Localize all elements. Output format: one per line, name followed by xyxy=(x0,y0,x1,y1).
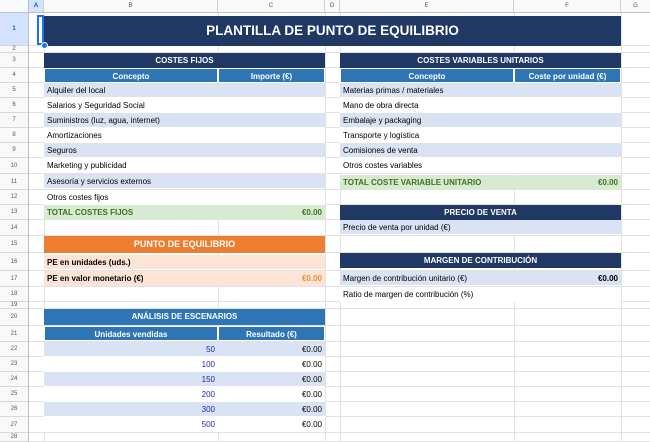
fixed-cost-amount[interactable] xyxy=(218,83,325,98)
scenario-result[interactable]: €0.00 xyxy=(218,387,325,402)
row-header-22[interactable]: 22 xyxy=(0,342,28,357)
scenario-units[interactable]: 100 xyxy=(44,357,218,372)
column-header-c[interactable]: C xyxy=(218,0,325,12)
row-header-17[interactable]: 17 xyxy=(0,271,28,287)
variable-cost-amount[interactable] xyxy=(514,83,621,98)
row-header-bar xyxy=(0,13,29,442)
fixed-costs-col-amount[interactable]: Importe (€) xyxy=(218,68,325,83)
row-header-28[interactable]: 28 xyxy=(0,433,28,442)
fixed-cost-label[interactable]: Alquiler del local xyxy=(44,83,218,98)
scenario-units[interactable]: 500 xyxy=(44,417,218,432)
fixed-cost-amount[interactable] xyxy=(218,143,325,158)
scenario-units[interactable]: 200 xyxy=(44,387,218,402)
margin-ratio-value[interactable] xyxy=(514,287,621,302)
gridline xyxy=(621,13,622,442)
row-header-27[interactable]: 27 xyxy=(0,417,28,433)
variable-costs-col-amount[interactable]: Coste por unidad (€) xyxy=(514,68,621,83)
fixed-costs-total-value[interactable]: €0.00 xyxy=(218,205,325,220)
scenarios-col-units[interactable]: Unidades vendidas xyxy=(44,326,218,341)
margin-unit-label[interactable]: Margen de contribución unitario (€) xyxy=(340,271,514,286)
margin-unit-value[interactable]: €0.00 xyxy=(514,271,621,286)
column-header-g[interactable]: G xyxy=(633,3,638,9)
row-header-1[interactable]: 1 xyxy=(0,13,28,46)
fixed-cost-label[interactable]: Otros costes fijos xyxy=(44,190,218,205)
row-header-3[interactable]: 3 xyxy=(0,53,28,68)
scenarios-col-result[interactable]: Resultado (€) xyxy=(218,326,325,341)
margin-ratio-label[interactable]: Ratio de margen de contribución (%) xyxy=(340,287,514,302)
scenario-result[interactable]: €0.00 xyxy=(218,342,325,357)
fixed-cost-amount[interactable] xyxy=(218,158,325,173)
breakeven-money-label[interactable]: PE en valor monetario (€) xyxy=(44,271,218,286)
fixed-cost-label[interactable]: Marketing y publicidad xyxy=(44,158,218,173)
active-cell-cursor xyxy=(37,15,44,45)
scenario-result[interactable]: €0.00 xyxy=(218,417,325,432)
fixed-cost-label[interactable]: Suministros (luz, agua, internet) xyxy=(44,113,218,128)
fixed-cost-amount[interactable] xyxy=(218,128,325,143)
scenario-result[interactable]: €0.00 xyxy=(218,357,325,372)
row-header-10[interactable]: 10 xyxy=(0,158,28,174)
breakeven-header[interactable]: PUNTO DE EQUILIBRIO xyxy=(44,236,325,253)
fixed-cost-label[interactable]: Seguros xyxy=(44,143,218,158)
fixed-cost-label[interactable]: Amortizaciones xyxy=(44,128,218,143)
row-header-4[interactable]: 4 xyxy=(0,68,28,83)
price-label[interactable]: Precio de venta por unidad (€) xyxy=(340,220,514,235)
fill-handle[interactable] xyxy=(41,42,48,49)
sheet-title[interactable]: PLANTILLA DE PUNTO DE EQUILIBRIO xyxy=(44,16,621,46)
breakeven-units-value[interactable] xyxy=(218,255,325,270)
column-header-e[interactable]: E xyxy=(340,0,514,12)
variable-cost-label[interactable]: Mano de obra directa xyxy=(340,98,514,113)
price-header[interactable]: PRECIO DE VENTA xyxy=(340,205,621,220)
variable-costs-total-value[interactable]: €0.00 xyxy=(514,175,621,190)
variable-cost-label[interactable]: Transporte y logística xyxy=(340,128,514,143)
gridline xyxy=(325,13,326,442)
variable-costs-total-label[interactable]: TOTAL COSTE VARIABLE UNITARIO xyxy=(340,175,514,190)
row-header-14[interactable]: 14 xyxy=(0,220,28,236)
row-header-20[interactable]: 20 xyxy=(0,309,28,326)
variable-cost-amount[interactable] xyxy=(514,143,621,158)
row-header-12[interactable]: 12 xyxy=(0,190,28,205)
row-header-21[interactable]: 21 xyxy=(0,326,28,342)
breakeven-money-value[interactable]: €0.00 xyxy=(218,271,325,286)
fixed-cost-amount[interactable] xyxy=(218,174,325,189)
fixed-cost-amount[interactable] xyxy=(218,113,325,128)
row-header-13[interactable]: 13 xyxy=(0,205,28,220)
row-header-15[interactable]: 15 xyxy=(0,236,28,253)
row-header-16[interactable]: 16 xyxy=(0,253,28,271)
row-header-5[interactable]: 5 xyxy=(0,83,28,98)
scenario-units[interactable]: 50 xyxy=(44,342,218,357)
row-header-19[interactable]: 19 xyxy=(0,302,28,309)
select-all-corner[interactable] xyxy=(0,0,29,13)
row-header-18[interactable]: 18 xyxy=(0,287,28,302)
fixed-cost-label[interactable]: Salarios y Seguridad Social xyxy=(44,98,218,113)
margin-header[interactable]: MARGEN DE CONTRIBUCIÓN xyxy=(340,253,621,268)
row-header-6[interactable]: 6 xyxy=(0,98,28,113)
price-value-cell[interactable] xyxy=(514,220,621,235)
row-header-25[interactable]: 25 xyxy=(0,387,28,402)
fixed-cost-amount[interactable] xyxy=(218,98,325,113)
scenario-result[interactable]: €0.00 xyxy=(218,372,325,387)
scenario-units[interactable]: 300 xyxy=(44,402,218,417)
row-header-24[interactable]: 24 xyxy=(0,372,28,387)
fixed-costs-header[interactable]: COSTES FIJOS xyxy=(44,53,325,68)
scenario-units[interactable]: 150 xyxy=(44,372,218,387)
variable-costs-header[interactable]: COSTES VARIABLES UNITARIOS xyxy=(340,53,621,68)
fixed-cost-label[interactable]: Asesoría y servicios externos xyxy=(44,174,218,189)
variable-cost-amount[interactable] xyxy=(514,158,621,173)
variable-cost-label[interactable]: Embalaje y packaging xyxy=(340,113,514,128)
column-header-bar xyxy=(29,0,650,13)
scenario-result[interactable]: €0.00 xyxy=(218,402,325,417)
row-header-23[interactable]: 23 xyxy=(0,357,28,372)
column-header-d[interactable]: D xyxy=(325,0,340,12)
row-header-26[interactable]: 26 xyxy=(0,402,28,417)
row-header-11[interactable]: 11 xyxy=(0,174,28,190)
variable-cost-label[interactable]: Materias primas / materiales xyxy=(340,83,514,98)
fixed-cost-amount[interactable] xyxy=(218,190,325,205)
variable-cost-label[interactable]: Otros costes variables xyxy=(340,158,514,173)
variable-cost-amount[interactable] xyxy=(514,128,621,143)
column-header-a[interactable]: A xyxy=(29,0,44,12)
fixed-costs-col-concept[interactable]: Concepto xyxy=(44,68,218,83)
variable-cost-label[interactable]: Comisiones de venta xyxy=(340,143,514,158)
row-header-2[interactable]: 2 xyxy=(0,46,28,53)
row-header-8[interactable]: 8 xyxy=(0,128,28,143)
column-header-f[interactable]: F xyxy=(514,0,621,12)
breakeven-units-label[interactable]: PE en unidades (uds.) xyxy=(44,255,218,270)
variable-costs-col-concept[interactable]: Concepto xyxy=(340,68,514,83)
row-header-7[interactable]: 7 xyxy=(0,113,28,128)
column-header-b[interactable]: B xyxy=(44,0,218,12)
fixed-costs-total-label[interactable]: TOTAL COSTES FIJOS xyxy=(44,205,218,220)
scenarios-header[interactable]: ANÁLISIS DE ESCENARIOS xyxy=(44,309,325,325)
row-header-9[interactable]: 9 xyxy=(0,143,28,158)
variable-cost-amount[interactable] xyxy=(514,98,621,113)
gridline xyxy=(29,432,650,433)
variable-cost-amount[interactable] xyxy=(514,113,621,128)
